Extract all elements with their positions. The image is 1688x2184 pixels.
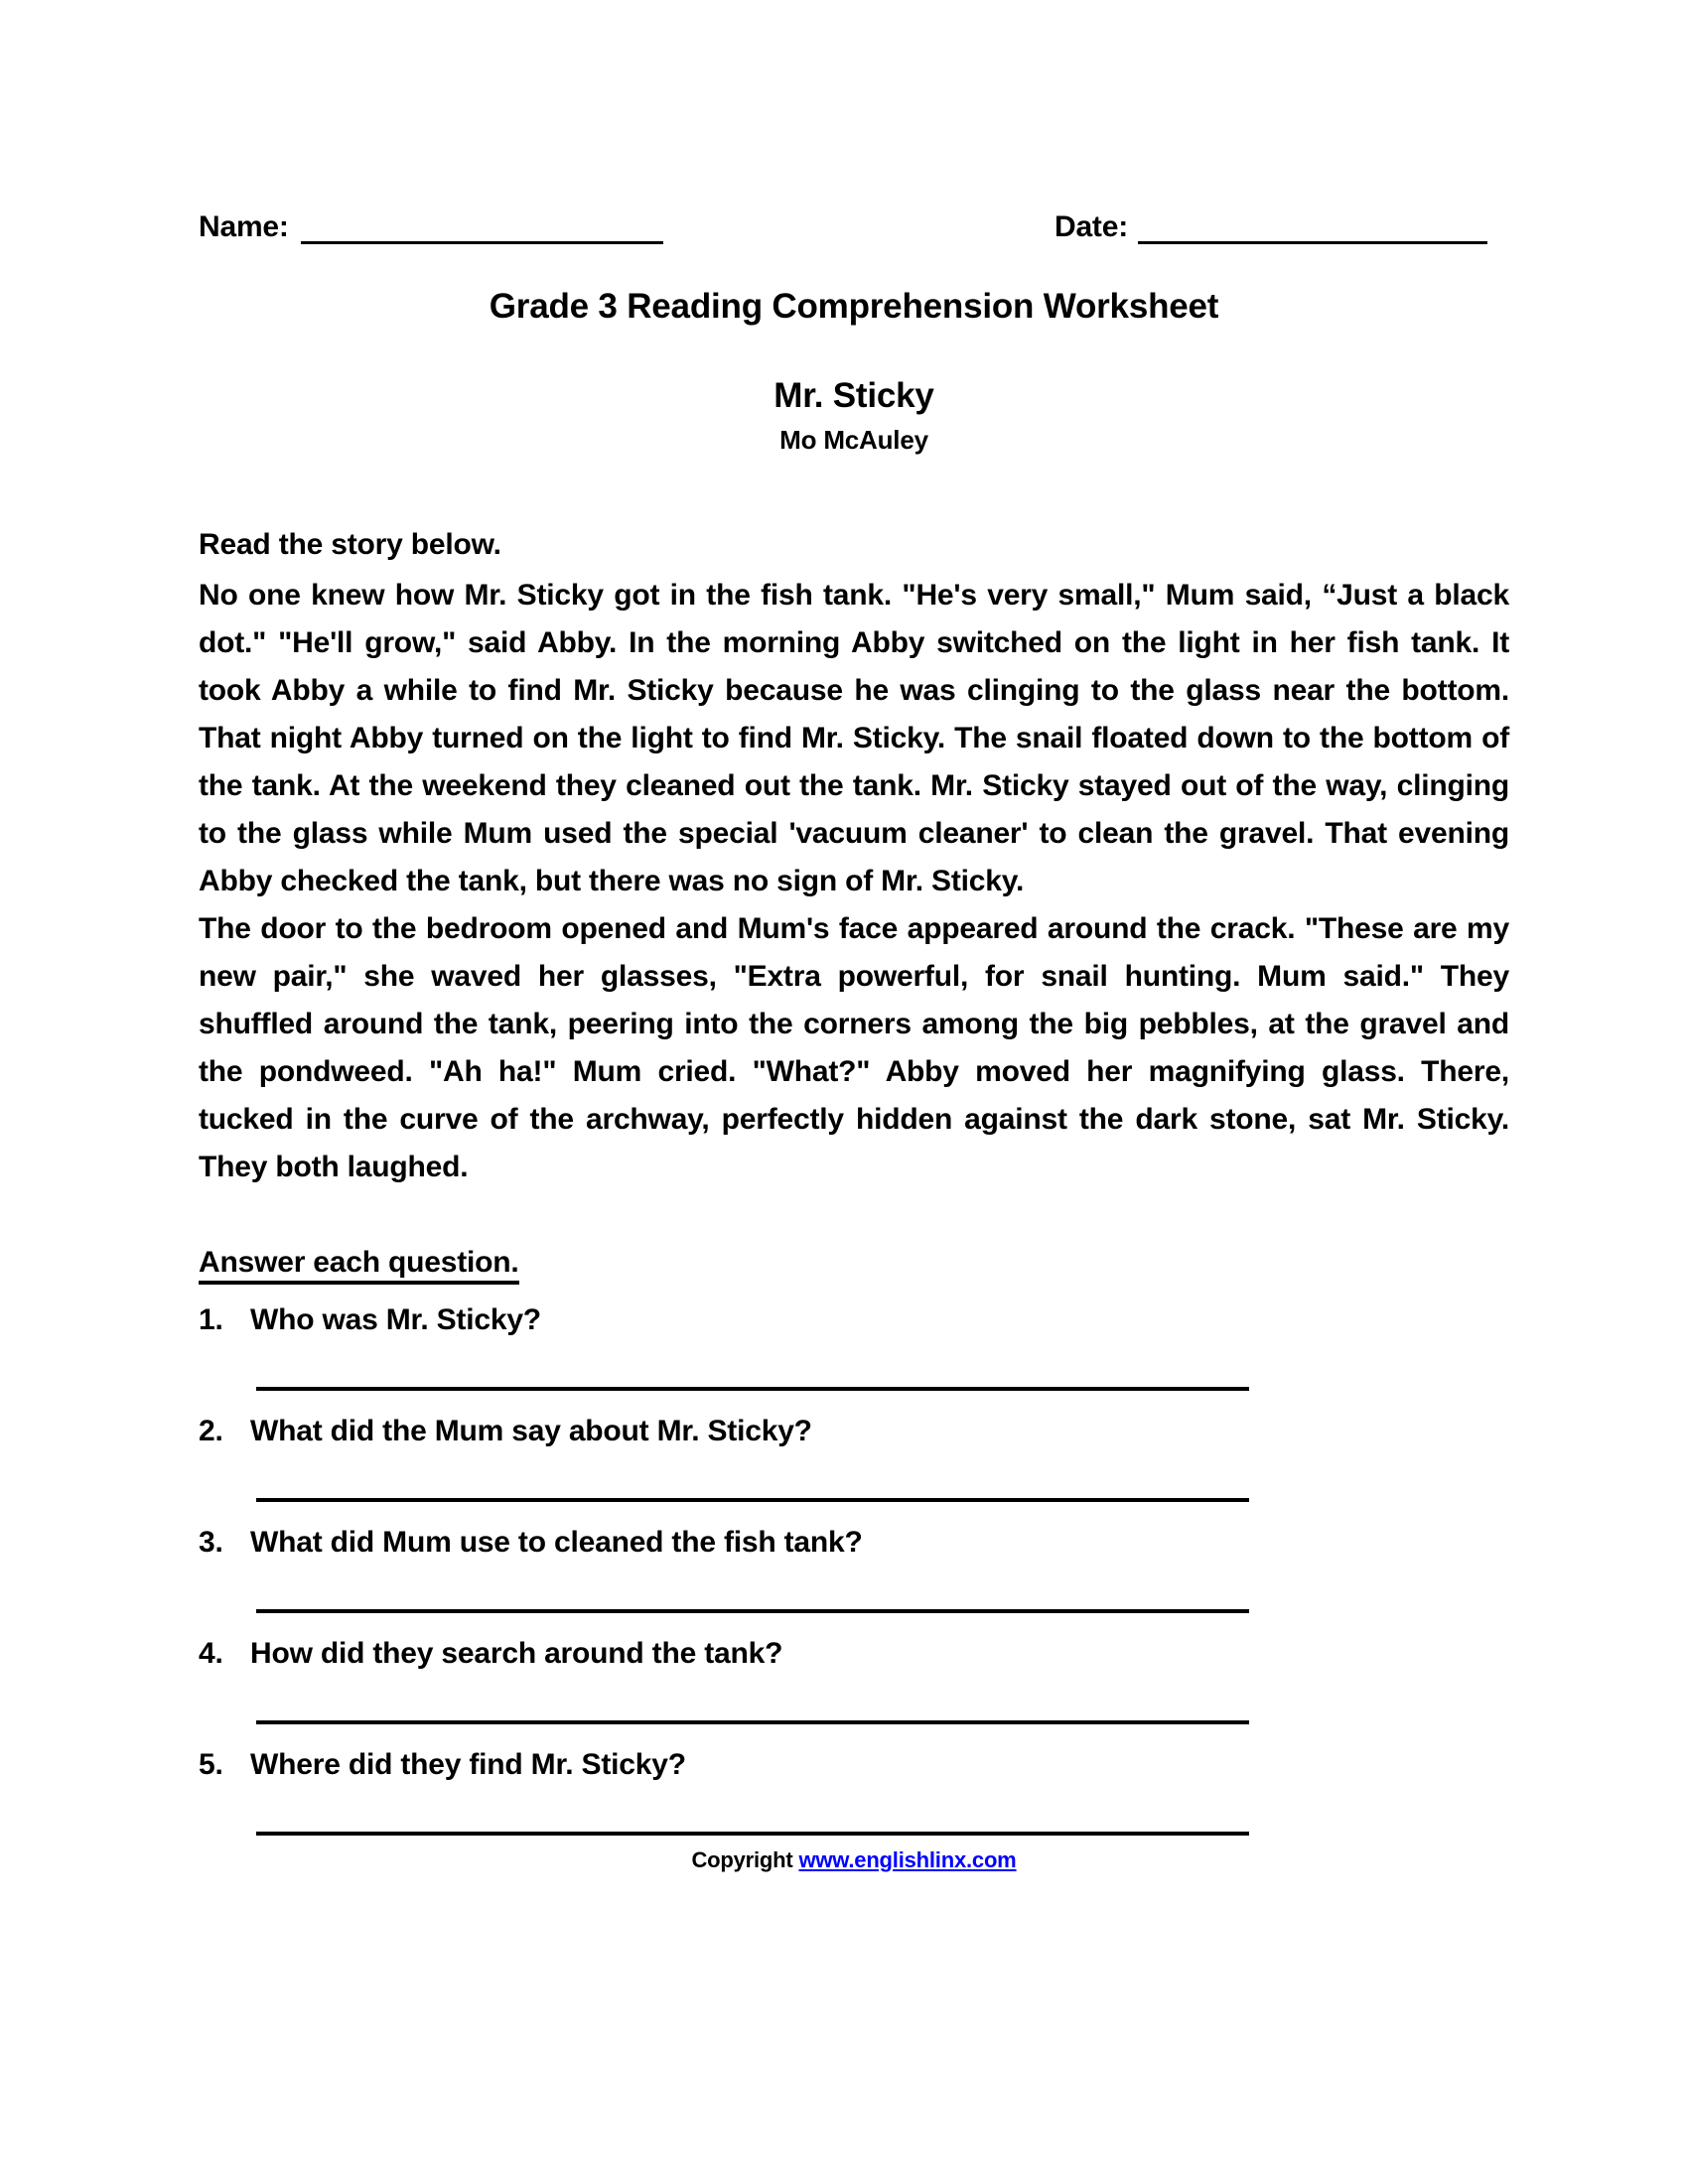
answer-line-5 bbox=[256, 1832, 1249, 1836]
story-paragraph-2: The door to the bedroom opened and Mum's face appeared around the crack. "These are my new pair," she waved her glasses, "Extra powerful, for snail hunting. Mum said." They shuffled around the tank, peering into the corners among the big pebbles, at the gravel and the pondweed. "Ah ha!" Mum cried. "What?" Abby moved her magnifying glass. There, tucked in the curve of the archway, perfectly hidden against the dark stone, sat Mr. Sticky. They both laughed. bbox=[199, 912, 1509, 1183]
footer bbox=[199, 1847, 1509, 1873]
copyright-label: Copyright bbox=[691, 1847, 793, 1872]
answer-line-4 bbox=[256, 1720, 1249, 1724]
question-3-row bbox=[199, 1525, 1509, 1560]
question-3-text: What did Mum use to cleaned the fish tank? bbox=[250, 1526, 863, 1559]
read-instruction: Read the story below. bbox=[199, 528, 501, 561]
question-4-number: 4. bbox=[199, 1637, 223, 1670]
question-5-row bbox=[199, 1747, 1509, 1782]
worksheet-title: Grade 3 Reading Comprehension Worksheet bbox=[489, 287, 1219, 326]
question-1-number: 1. bbox=[199, 1303, 223, 1336]
question-4-text: How did they search around the tank? bbox=[250, 1637, 783, 1670]
question-4-row bbox=[199, 1636, 1509, 1671]
question-2 bbox=[199, 1414, 1509, 1502]
answer-line-3 bbox=[256, 1609, 1249, 1613]
name-field bbox=[199, 210, 663, 244]
story-paragraph-1: No one knew how Mr. Sticky got in the fish tank. "He's very small," Mum said, “Just a black dot." "He'll grow," said Abby. In the morning Abby switched on the light in her fish tank. It took Abby a while to find Mr. Sticky because he was clinging to the glass near the bottom. That night Abby turned on the light to find Mr. Sticky. The snail floated down to the bottom of the tank. At the weekend they cleaned out the tank. Mr. Sticky stayed out of the way, clinging to the glass while Mum used the special 'vacuum cleaner' to clean the gravel. That evening Abby checked the tank, but there was no sign of Mr. Sticky. bbox=[199, 579, 1509, 897]
date-field bbox=[1055, 210, 1487, 244]
date-blank-line bbox=[1138, 212, 1487, 244]
question-2-number: 2. bbox=[199, 1415, 223, 1447]
answer-line-2 bbox=[256, 1498, 1249, 1502]
story-title: Mr. Sticky bbox=[774, 376, 934, 415]
question-5-text: Where did they find Mr. Sticky? bbox=[250, 1748, 686, 1781]
question-4 bbox=[199, 1636, 1509, 1724]
question-1 bbox=[199, 1302, 1509, 1391]
question-5 bbox=[199, 1747, 1509, 1836]
story-author: Mo McAuley bbox=[779, 425, 928, 455]
question-1-row bbox=[199, 1302, 1509, 1337]
question-3 bbox=[199, 1525, 1509, 1613]
question-3-number: 3. bbox=[199, 1526, 223, 1559]
date-label: Date: bbox=[1054, 210, 1128, 243]
answer-instruction-text: Answer each question. bbox=[199, 1246, 519, 1285]
englishlinx-link[interactable]: www.englishlinx.com bbox=[798, 1847, 1017, 1872]
question-1-text: Who was Mr. Sticky? bbox=[250, 1303, 541, 1336]
answer-line-1 bbox=[256, 1387, 1249, 1391]
question-2-row bbox=[199, 1414, 1509, 1448]
answer-instruction bbox=[199, 1246, 1509, 1280]
name-label: Name: bbox=[199, 210, 289, 243]
question-2-text: What did the Mum say about Mr. Sticky? bbox=[250, 1415, 812, 1447]
header-row bbox=[199, 210, 1509, 244]
question-5-number: 5. bbox=[199, 1748, 223, 1781]
name-blank-line bbox=[301, 212, 663, 244]
